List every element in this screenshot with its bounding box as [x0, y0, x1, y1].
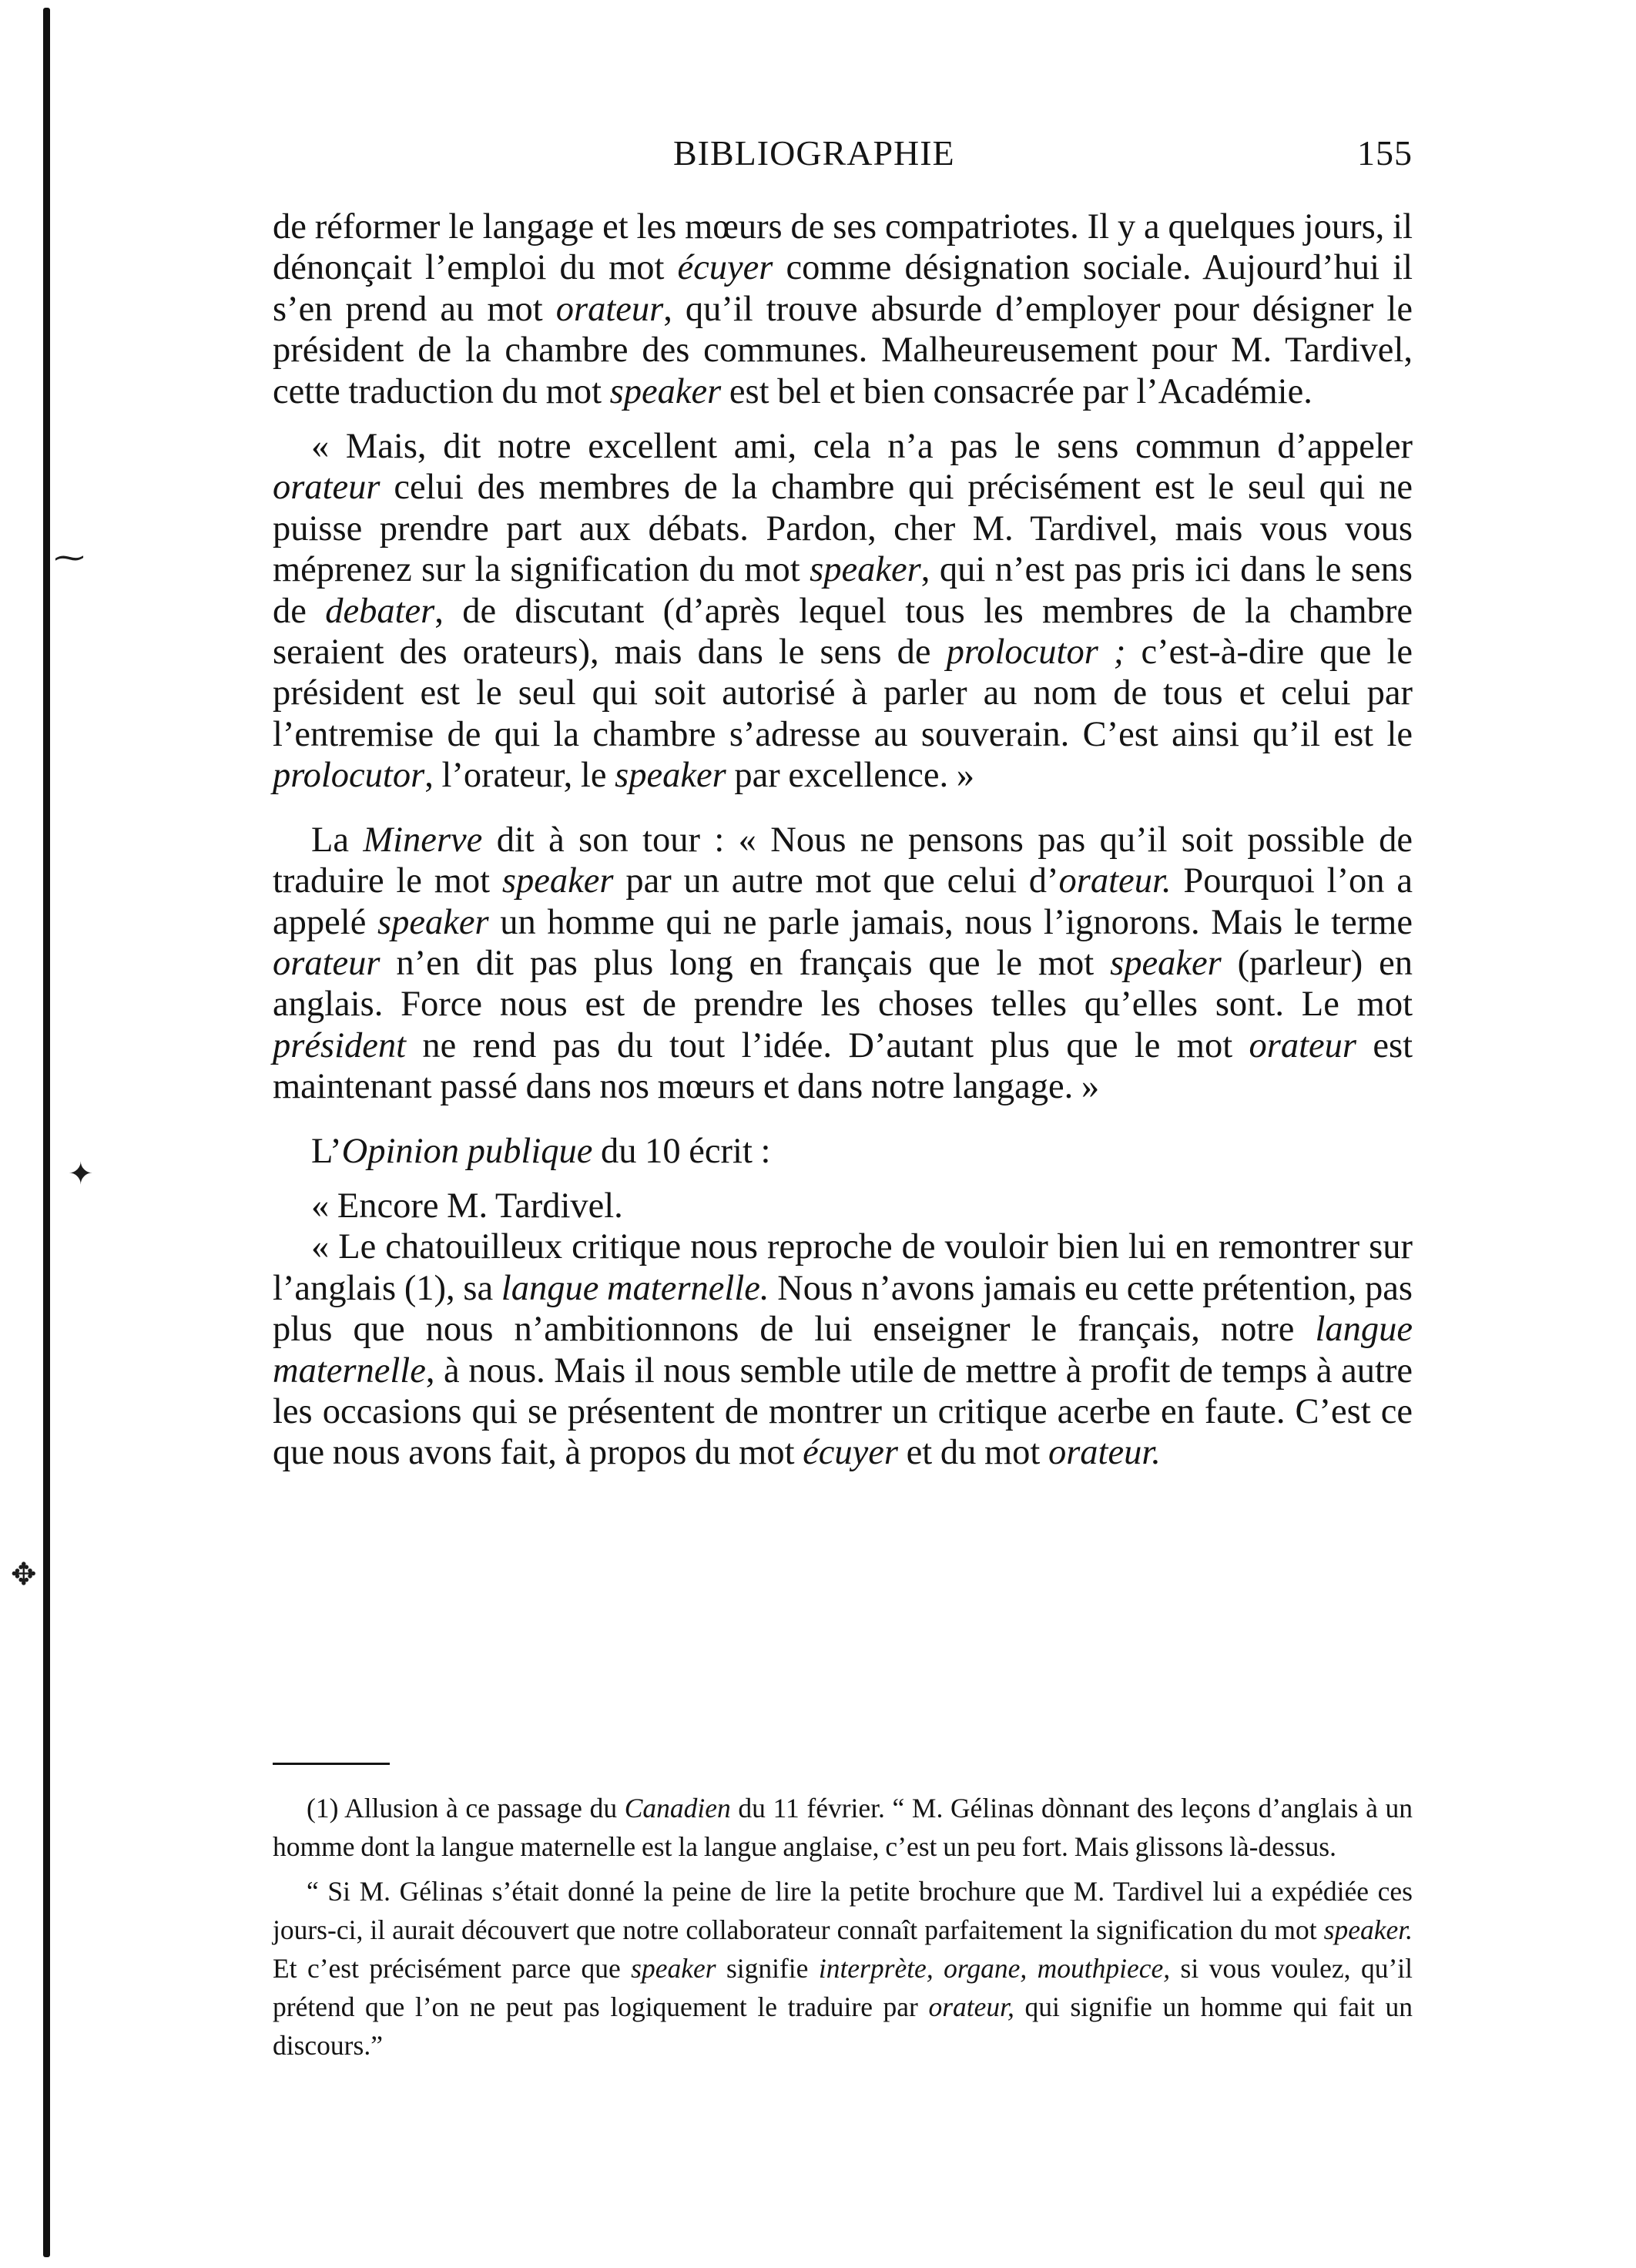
binding-mark: ✦ [68, 1156, 94, 1191]
paragraph: « Mais, dit notre excellent ami, cela n’a pas le sens commun d’appeler orateur celui des membres de la chambre qui précisément est le seul qui ne puisse prendre part aux débats. Pardon, cher M. Tardivel, mais vous vous méprenez sur la signification du mot speaker, qui n’est pas pris ici dans le sens de debater, de discutant (d’après lequel tous les membres de la chambre seraient des orateurs), mais dans le sens de prolocutor ; c’est-à-dire que le président est le seul qui soit autorisé à parler au nom de tous et celui par l’entremise de qui la chambre s’adresse au souverain. C’est ainsi qu’il est le prolocutor, l’orateur, le speaker par excellence. » [273, 427, 1413, 796]
binding-mark: ✥ [11, 1557, 37, 1592]
page-binding-edge [43, 8, 50, 2257]
footnote-separator [273, 1763, 390, 1765]
paragraph: « Encore M. Tardivel. [311, 1186, 623, 1226]
running-title: BIBLIOGRAPHIE [673, 133, 955, 173]
footnotes [273, 1789, 1413, 2065]
body-text [273, 206, 1413, 1474]
footnote: “ Si M. Gélinas s’était donné la peine de lire la petite brochure que M. Tardivel lui a expédiée ces jours-ci, il aurait découvert que notre collaborateur connaît parfaitement la signification du mot speaker. Et c’est précisément parce que speaker signifie interprète, organe, mouthpiece, si vous voulez, qu’il prétend que l’on ne peut pas logiquement le traduire par orateur, qui signifie un homme qui fait un discours.” [273, 1876, 1413, 2061]
page-number: 155 [1357, 133, 1413, 173]
binding-mark: ⁓ [54, 540, 85, 575]
page-header [273, 133, 1413, 182]
paragraph: La Minerve dit à son tour : « Nous ne pensons pas qu’il soit possible de traduire le mot speaker par un autre mot que celui d’orateur. Pourquoi l’on a appelé speaker un homme qui ne parle jamais, nous l’ignorons. Mais le terme orateur n’en dit pas plus long en français que le mot speaker (parleur) en anglais. Force nous est de prendre les choses telles qu’elles sont. Le mot président ne rend pas du tout l’idée. D’autant plus que le mot orateur est maintenant passé dans nos mœurs et dans notre langage. » [273, 820, 1413, 1107]
footnote: (1) Allusion à ce passage du Canadien du 11 février. “ M. Gélinas dònnant des leçons d’anglais à un homme dont la langue maternelle est la langue anglaise, c’est un peu fort. Mais glissons là-dessus. [273, 1793, 1413, 1862]
paragraph: « Le chatouilleux critique nous reproche de vouloir bien lui en remontrer sur l’anglais (1), sa langue maternelle. Nous n’avons jamais eu cette prétention, pas plus que nous n’ambitionnons de lui enseigner le français, notre langue maternelle, à nous. Mais il nous semble utile de mettre à profit de temps à autre les occasions qui se présentent de montrer un critique acerbe en faute. C’est ce que nous avons fait, à propos du mot écuyer et du mot orateur. [273, 1227, 1413, 1473]
paragraph: L’Opinion publique du 10 écrit : [311, 1131, 771, 1171]
paragraph: de réformer le langage et les mœurs de ses compatriotes. Il y a quelques jours, il dénonçait l’emploi du mot écuyer comme désignation sociale. Aujourd’hui il s’en prend au mot orateur, qu’il trouve absurde d’employer pour désigner le président de la chambre des communes. Malheureusement pour M. Tardivel, cette traduction du mot speaker est bel et bien consacrée par l’Académie. [273, 207, 1413, 411]
